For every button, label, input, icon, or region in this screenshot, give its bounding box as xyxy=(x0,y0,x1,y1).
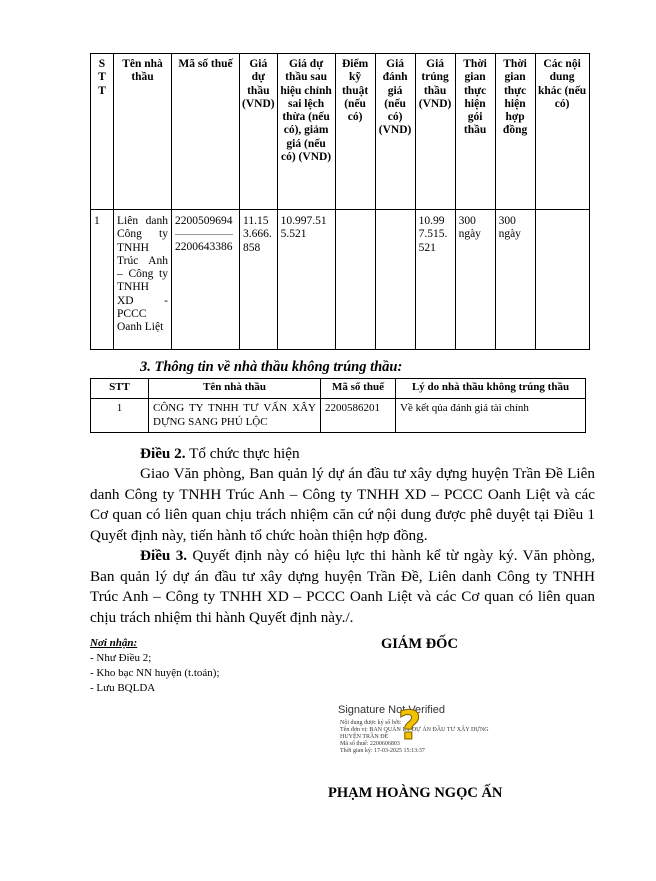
col-bid-price: Giá dự thầu (VND) xyxy=(240,54,278,210)
cell-stt: 1 xyxy=(91,399,149,433)
article-2-heading xyxy=(90,444,595,465)
signer-name: PHẠM HOÀNG NGỌC ẤN xyxy=(328,785,503,801)
col-eval-price: Giá đánh giá (nếu có) (VND) xyxy=(375,54,415,210)
article-2-label: Điều 2. xyxy=(140,445,186,462)
recipient-item: - Kho bạc NN huyện (t.toán); xyxy=(90,667,220,679)
cell-adjusted-price: 10.997.515.521 xyxy=(277,210,335,350)
cell-stt: 1 xyxy=(91,210,114,350)
losing-table-header xyxy=(91,379,586,399)
article-2-title: Tổ chức thực hiện xyxy=(185,445,300,462)
article-2-body: Giao Văn phòng, Ban quản lý dự án đầu tư xây dựng huyện Trần Đề Liên danh Công ty TNHH Trúc Anh – Công ty TNHH XD – PCCC Oanh Liệt và các Cơ quan có liên quan chịu trách nhiệm căn cứ nội dung được phê duyệt tại Điều 1 Quyết định này, tiến hành tổ chức hoàn thiện hợp đồng. xyxy=(90,465,595,544)
cell-tax xyxy=(172,210,240,350)
cell-name: Liên danh Công ty TNHH Trúc Anh – Công ty TNHH XD - PCCC Oanh Liệt xyxy=(114,210,172,350)
cell-bid-price: 11.153.666.858 xyxy=(240,210,278,350)
table-row xyxy=(91,399,586,433)
article-3 xyxy=(90,546,595,628)
col-name: Tên nhà thầu xyxy=(149,379,321,399)
digital-signature[interactable] xyxy=(338,704,498,774)
cell-reason: Về kết qủa đánh giá tài chính xyxy=(396,399,586,433)
recipients xyxy=(90,636,220,696)
tax-code-2: 2200643386 xyxy=(175,241,233,254)
cell-eval-price xyxy=(375,210,415,350)
col-adjusted-price: Giá dự thầu sau hiệu chỉnh sai lệch thừa (nếu có), giảm giá (nếu có) (VND) xyxy=(277,54,335,210)
recipient-item: - Như Điều 2; xyxy=(90,652,152,664)
cell-tax: 2200586201 xyxy=(321,399,396,433)
cell-name: CÔNG TY TNHH TƯ VẤN XÂY DỰNG SANG PHÚ LỘC xyxy=(149,399,321,433)
col-name: Tên nhà thầu xyxy=(114,54,172,210)
award-table xyxy=(90,53,590,350)
table-row xyxy=(91,210,590,350)
col-package-time: Thời gian thực hiện gói thầu xyxy=(455,54,495,210)
losing-bidders-table xyxy=(90,378,586,433)
recipients-heading: Nơi nhận: xyxy=(90,637,138,649)
col-contract-time: Thời gian thực hiện hợp đồng xyxy=(495,54,535,210)
question-mark-icon: ? xyxy=(398,703,422,749)
section-3-title: 3. Thông tin về nhà thầu không trúng thầu: xyxy=(140,359,403,375)
col-tech-score: Điểm kỹ thuật (nếu có) xyxy=(335,54,375,210)
cell-other xyxy=(535,210,589,350)
cell-package-time: 300 ngày xyxy=(455,210,495,350)
cell-contract-time: 300 ngày xyxy=(495,210,535,350)
award-table-header xyxy=(91,54,590,210)
signature-line: Tên đơn vị: BAN QUẢN LÝ DỰ ÁN ĐẦU TƯ XÂY DỰNG HUYỆN TRẦN ĐỀ xyxy=(340,727,489,740)
col-tax: Mã số thuế xyxy=(172,54,240,210)
cell-tech-score xyxy=(335,210,375,350)
col-tax: Mã số thuế xyxy=(321,379,396,399)
article-3-body: Quyết định này có hiệu lực thi hành kể từ ngày ký. Văn phòng, Ban quản lý dự án đầu tư xây dựng huyện Trần Đề, Liên danh Công ty TNHH Trúc Anh – Công ty TNHH XD – PCCC Oanh Liệt và các Cơ quan có liên quan chịu trách nhiệm thi hành Quyết định này./. xyxy=(90,547,595,626)
signature-line: Nội dung được ký số bởi: xyxy=(340,720,402,726)
col-winning-price: Giá trúng thầu (VND) xyxy=(415,54,455,210)
signature-status: Signature Not Verified xyxy=(338,704,446,716)
col-stt: STT xyxy=(91,379,149,399)
col-reason: Lý do nhà thầu không trúng thầu xyxy=(396,379,586,399)
director-title: GIÁM ĐỐC xyxy=(381,636,458,652)
cell-winning-price: 10.997.515.521 xyxy=(415,210,455,350)
article-3-label: Điều 3. xyxy=(140,547,188,564)
col-stt: S T T xyxy=(91,54,114,210)
signature-line: Thời gian ký: 17-03-2025 15:13:37 xyxy=(340,748,425,754)
col-other: Các nội dung khác (nếu có) xyxy=(535,54,589,210)
tax-code-1: 2200509694 xyxy=(175,215,233,235)
recipient-item: - Lưu BQLDA xyxy=(90,682,156,694)
signature-line: Mã số thuế: 2200606803 xyxy=(340,741,400,747)
